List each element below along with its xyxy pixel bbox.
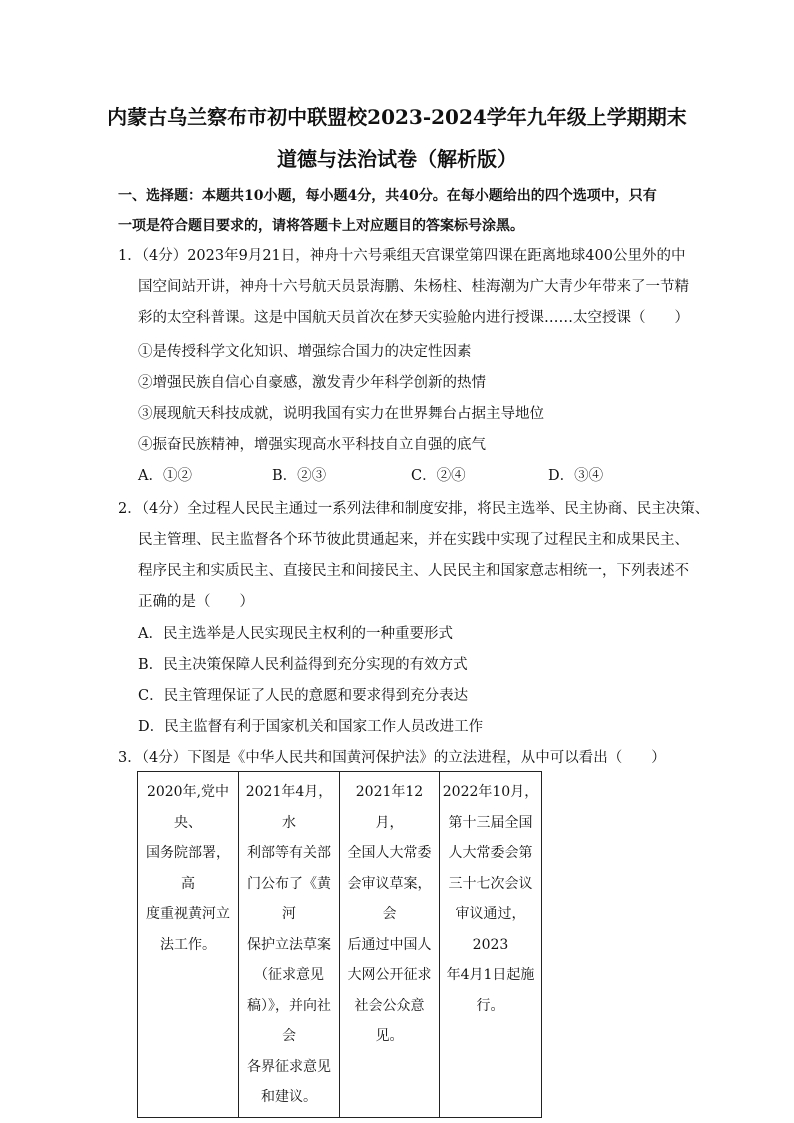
section-instruction-line1: 一、选择题：本题共10小题，每小题4分，共40分。在每小题给出的四个选项中，只有 (118, 188, 657, 204)
table-row (138, 772, 542, 1118)
timeline-cell-text: 2021年4月，水 利部等有关部 门公布了《黄河 保护立法草案 （征求意见 稿）》，并向社会 各界征求意见 和建议。 (245, 784, 333, 1105)
q1-stem-line1: 1．（4分）2023年9月21日，神舟十六号乘组天宫课堂第四课在距离地球400公里外的中 (118, 248, 686, 264)
q1-option-c[interactable]: C．②④ (411, 468, 466, 484)
timeline-cell-2020 (138, 772, 239, 1118)
q3-stem: 3．（4分）下图是《中华人民共和国黄河保护法》的立法进程，从中可以看出（ ） (118, 750, 666, 766)
q1-stem-line3: 彩的太空科普课。这是中国航天员首次在梦天实验舱内进行授课……太空授课（ ） (138, 310, 689, 326)
exam-title-line2: 道德与法治试卷（解析版） (277, 147, 517, 171)
q1-statement-3: ③展现航天科技成就，说明我国有实力在世界舞台占据主导地位 (138, 406, 544, 422)
q2-option-a[interactable]: A．民主选举是人民实现民主权利的一种重要形式 (138, 626, 453, 642)
q1-stem-line2: 国空间站开讲，神舟十六号航天员景海鹏、朱杨柱、桂海潮为广大青少年带来了一节精 (138, 279, 689, 295)
q2-stem-line1: 2．（4分）全过程人民民主通过一系列法律和制度安排，将民主选举、民主协商、民主决策、 (118, 501, 710, 517)
q1-option-b[interactable]: B．②③ (272, 468, 327, 484)
timeline-cell-text: 2020年,党中央、 国务院部署，高 度重视黄河立 法工作。 (146, 784, 230, 953)
q2-stem-line2: 民主管理、民主监督各个环节彼此贯通起来，并在实践中实现了过程民主和成果民主、 (138, 532, 689, 548)
timeline-cell-text: 2022年10月， 第十三届全国 人大常委会第 三十七次会议 审议通过，2023 年4月1日起施 行。 (442, 784, 539, 1014)
timeline-cell-2021-april (239, 772, 340, 1118)
timeline-cell-2021-december (340, 772, 440, 1118)
q1-option-d[interactable]: D．③④ (548, 468, 604, 484)
q2-option-b[interactable]: B．民主决策保障人民利益得到充分实现的有效方式 (138, 657, 468, 673)
legislation-timeline-table (137, 771, 542, 1118)
q1-statement-2: ②增强民族自信心自豪感，激发青少年科学创新的热情 (138, 375, 486, 391)
q1-statement-4: ④振奋民族精神，增强实现高水平科技自立自强的底气 (138, 437, 486, 453)
q2-option-d[interactable]: D．民主监督有利于国家机关和国家工作人员改进工作 (138, 719, 484, 735)
exam-title-line1: 内蒙古乌兰察布市初中联盟校2023-2024学年九年级上学期期末 (107, 105, 687, 129)
timeline-cell-2022-october (440, 772, 542, 1118)
q1-option-a[interactable]: A．①② (138, 468, 192, 484)
timeline-cell-text: 2021年12月， 全国人大常委 会审议草案，会 后通过中国人 大网公开征求 社会公众意见。 (347, 784, 432, 1044)
q2-stem-line4: 正确的是（ ） (138, 594, 254, 610)
section-instruction-line2: 一项是符合题目要求的，请将答题卡上对应题目的答案标号涂黑。 (118, 218, 524, 234)
q2-stem-line3: 程序民主和实质民主、直接民主和间接民主、人民民主和国家意志相统一，下列表述不 (138, 563, 689, 579)
q2-option-c[interactable]: C．民主管理保证了人民的意愿和要求得到充分表达 (138, 688, 469, 704)
q1-statement-1: ①是传授科学文化知识、增强综合国力的决定性因素 (138, 344, 472, 360)
